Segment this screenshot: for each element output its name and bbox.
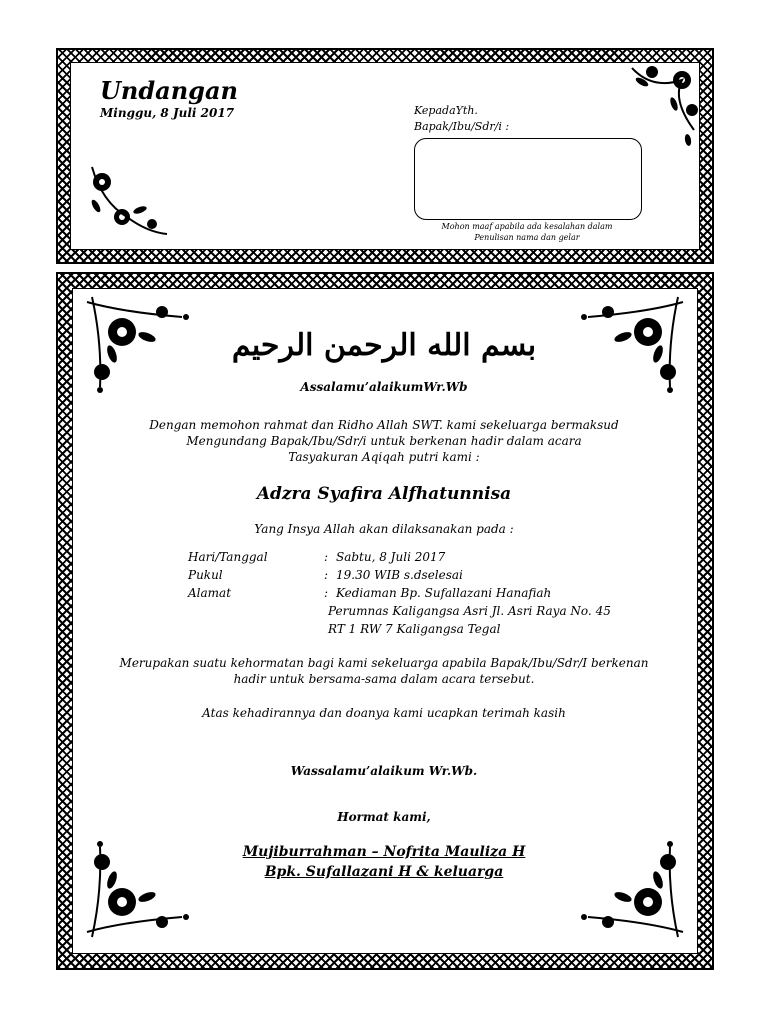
floral-ornament-icon — [82, 162, 172, 242]
signature-line-2: Bpk. Sufallazani H & keluarga — [264, 864, 504, 880]
schedule-intro: Yang Insya Allah akan dilaksanakan pada : — [254, 522, 514, 536]
intro-line-1: Dengan memohon rahmat dan Ridho Allah SWT. kami sekeluarga bermaksud — [149, 418, 619, 432]
detail-sep-time: : — [324, 568, 329, 582]
detail-value-address: Kediaman Bp. Sufallazani Hanafiah — [336, 586, 552, 600]
regards: Hormat kami, — [337, 810, 431, 824]
recipient-label-2: Bapak/Ibu/Sdr/i : — [414, 120, 510, 133]
detail-value-date: Sabtu, 8 Juli 2017 — [336, 550, 446, 564]
detail-label-address: Alamat — [188, 586, 232, 600]
closing-greeting: Wassalamu’alaikum Wr.Wb. — [290, 764, 478, 778]
detail-value-time: 19.30 WIB s.dselesai — [336, 568, 463, 582]
basmala-calligraphy: بسم الله الرحمن الرحيم — [231, 328, 537, 363]
signature-line-1: Mujiburrahman – Nofrita Mauliza H — [242, 844, 526, 860]
envelope-note-1: Mohon maaf apabila ada kesalahan dalam — [441, 222, 613, 231]
envelope-date: Minggu, 8 Juli 2017 — [100, 106, 235, 120]
thanks-line: Atas kehadirannya dan doanya kami ucapkan terimah kasih — [202, 706, 566, 720]
detail-label-time: Pukul — [188, 568, 223, 582]
child-name: Adzra Syafira Alfhatunnisa — [256, 484, 512, 504]
address-line-3: RT 1 RW 7 Kaligangsa Tegal — [328, 622, 501, 636]
detail-label-date: Hari/Tanggal — [188, 550, 268, 564]
recipient-label-1: KepadaYth. — [414, 104, 478, 117]
honor-line-1: Merupakan suatu kehormatan bagi kami sekeluarga apabila Bapak/Ibu/Sdr/I berkenan — [119, 656, 649, 670]
detail-sep-date: : — [324, 550, 329, 564]
honor-line-2: hadir untuk bersama-sama dalam acara tersebut. — [233, 672, 535, 686]
greeting: Assalamu’alaikumWr.Wb — [300, 380, 468, 394]
address-line-2: Perumnas Kaligangsa Asri Jl. Asri Raya No. 45 — [328, 604, 611, 618]
envelope-note-2: Penulisan nama dan gelar — [474, 233, 580, 242]
envelope-title: Undangan — [100, 76, 238, 105]
recipient-address-box[interactable] — [414, 138, 642, 220]
intro-line-2: Mengundang Bapak/Ibu/Sdr/i untuk berkenan hadir dalam acara — [186, 434, 582, 448]
intro-line-3: Tasyakuran Aqiqah putri kami : — [288, 450, 480, 464]
floral-ornament-icon — [612, 60, 702, 150]
detail-sep-address: : — [324, 586, 329, 600]
